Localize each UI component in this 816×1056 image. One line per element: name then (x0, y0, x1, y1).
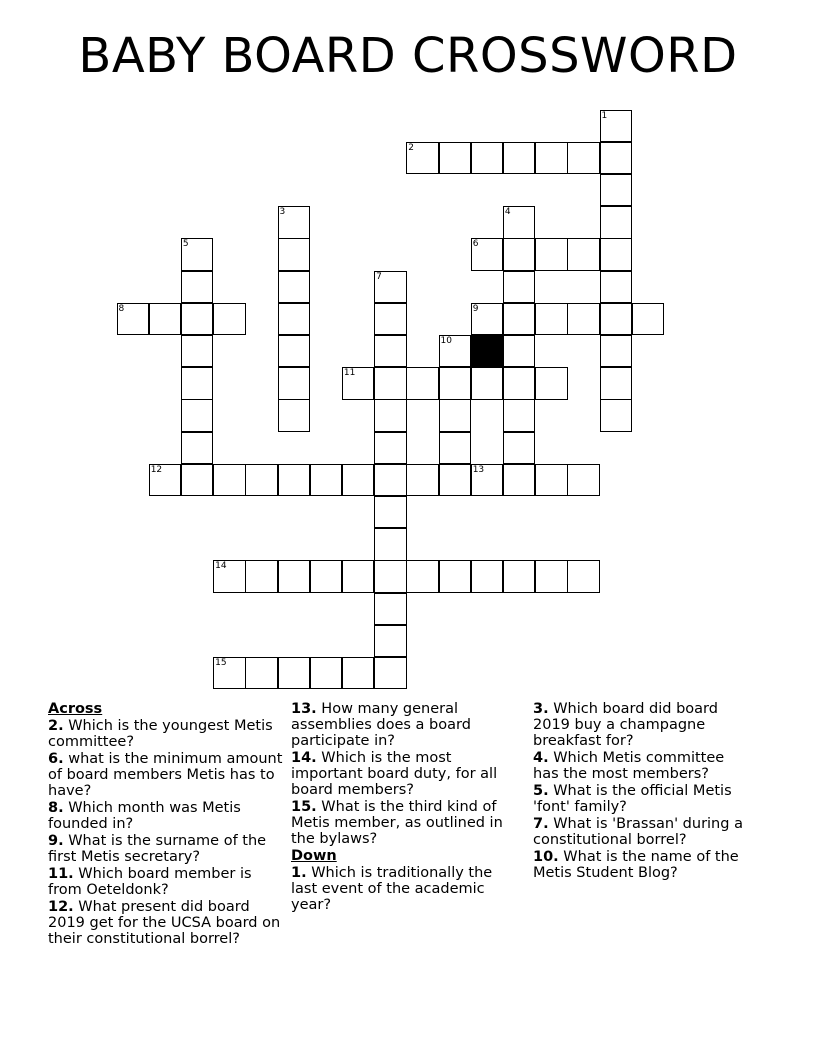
clue-number: 12 (150, 464, 163, 475)
clues-column-3 (533, 701, 753, 882)
crossword-cell[interactable] (213, 657, 246, 690)
crossword-cell[interactable] (503, 367, 536, 400)
crossword-cell[interactable] (439, 464, 472, 497)
crossword-cell[interactable] (600, 271, 633, 304)
clue-heading-across: Across (48, 701, 103, 717)
crossword-cell[interactable] (181, 464, 214, 497)
clue-text: What is the surname of the first Metis secretary? (48, 833, 267, 865)
crossword-cell[interactable] (567, 464, 600, 497)
clue-number: 3 (279, 207, 286, 218)
crossword-cell[interactable] (600, 399, 633, 432)
crossword-cell[interactable] (535, 560, 568, 593)
clue-number: 11 (343, 368, 356, 379)
clue (533, 750, 753, 782)
crossword-cell[interactable] (600, 142, 633, 175)
clue-number: 7. (533, 816, 549, 832)
clue-text: Which is traditionally the last event of the academic year? (291, 865, 493, 913)
clue (48, 751, 283, 799)
clue-number: 11. (48, 866, 74, 882)
crossword-cell[interactable] (503, 560, 536, 593)
crossword-cell[interactable] (278, 271, 311, 304)
crossword-cell[interactable] (503, 206, 536, 239)
crossword-cell[interactable] (600, 238, 633, 271)
crossword-cell[interactable] (374, 625, 407, 658)
clue-number: 10. (533, 849, 559, 865)
crossword-cell[interactable] (471, 142, 504, 175)
clue-number: 1. (291, 865, 307, 881)
clue (48, 833, 283, 865)
clue (48, 718, 283, 750)
crossword-cell[interactable] (471, 560, 504, 593)
crossword-cell[interactable] (567, 560, 600, 593)
clues-column-2 (291, 701, 511, 914)
crossword-cell[interactable] (406, 464, 439, 497)
crossword-cell[interactable] (439, 560, 472, 593)
clue-number: 8 (118, 303, 125, 314)
crossword-cell[interactable] (567, 142, 600, 175)
crossword-cell[interactable] (600, 174, 633, 207)
crossword-cell[interactable] (181, 335, 214, 368)
crossword-cell[interactable] (535, 303, 568, 336)
crossword-cell[interactable] (503, 432, 536, 465)
crossword-cell[interactable] (600, 110, 633, 143)
crossword-cell[interactable] (374, 464, 407, 497)
crossword-cell[interactable] (471, 464, 504, 497)
crossword-cell[interactable] (342, 560, 375, 593)
clue-number: 5. (533, 783, 549, 799)
crossword-cell[interactable] (278, 238, 311, 271)
crossword-cell[interactable] (342, 464, 375, 497)
crossword-cell[interactable] (117, 303, 150, 336)
clue-number: 7 (376, 271, 382, 282)
crossword-cell[interactable] (439, 335, 472, 368)
clues-column-1 (48, 701, 283, 948)
crossword-cell[interactable] (439, 432, 472, 465)
crossword-cell[interactable] (181, 432, 214, 465)
crossword-cell[interactable] (600, 367, 633, 400)
clue-text: What present did board 2019 get for the UCSA board on their constitutional borrel? (48, 899, 281, 947)
crossword-cell[interactable] (406, 142, 439, 175)
clue-number: 12. (48, 899, 74, 915)
crossword-cell[interactable] (567, 238, 600, 271)
crossword-cell[interactable] (600, 335, 633, 368)
crossword-cell[interactable] (600, 303, 633, 336)
crossword-cell[interactable] (213, 560, 246, 593)
crossword-cell[interactable] (503, 271, 536, 304)
crossword-cell[interactable] (310, 464, 343, 497)
crossword-cell[interactable] (278, 464, 311, 497)
crossword-cell[interactable] (181, 367, 214, 400)
crossword-cell[interactable] (181, 271, 214, 304)
crossword-cell[interactable] (503, 238, 536, 271)
clue-number: 15 (215, 657, 227, 668)
crossword-cell[interactable] (535, 367, 568, 400)
crossword-cell[interactable] (439, 367, 472, 400)
crossword-cell[interactable] (632, 303, 665, 336)
crossword-cell[interactable] (181, 303, 214, 336)
clue (291, 750, 511, 798)
crossword-cell[interactable] (278, 335, 311, 368)
crossword-cell[interactable] (374, 657, 407, 690)
clue (291, 701, 511, 749)
crossword-cell[interactable] (374, 303, 407, 336)
crossword-cell[interactable] (245, 464, 278, 497)
clue-number: 9. (48, 833, 64, 849)
crossword-cell[interactable] (245, 560, 278, 593)
crossword-cell[interactable] (439, 399, 472, 432)
crossword-cell[interactable] (213, 464, 246, 497)
clue-heading-down: Down (291, 848, 337, 864)
clue-number: 4. (533, 750, 549, 766)
crossword-cell[interactable] (374, 335, 407, 368)
crossword-cell[interactable] (503, 303, 536, 336)
clue-text: Which Metis committee has the most members? (533, 750, 725, 782)
crossword-cell[interactable] (310, 657, 343, 690)
clue-number: 13 (472, 464, 485, 475)
crossword-cell[interactable] (278, 560, 311, 593)
crossword-cell[interactable] (278, 657, 311, 690)
crossword-cell[interactable] (471, 367, 504, 400)
clue (291, 799, 511, 847)
clue-number: 9 (472, 303, 479, 314)
crossword-cell[interactable] (374, 399, 407, 432)
crossword-cell[interactable] (310, 560, 343, 593)
crossword-cell[interactable] (245, 657, 278, 690)
crossword-cell[interactable] (149, 464, 182, 497)
clue-text: How many general assemblies does a board participate in? (291, 701, 471, 749)
crossword-cell[interactable] (535, 142, 568, 175)
crossword-cell[interactable] (535, 464, 568, 497)
clue-number: 14 (215, 561, 227, 572)
clue-text: Which board did board 2019 buy a champagne breakfast for? (533, 701, 718, 749)
clue-text: What is the official Metis 'font' family? (533, 783, 732, 815)
crossword-cell[interactable] (503, 399, 536, 432)
clue-text: What is the third kind of Metis member, as outlined in the bylaws? (291, 799, 503, 847)
clue-number: 10 (440, 335, 452, 346)
crossword-cell[interactable] (278, 206, 311, 239)
crossword-cell[interactable] (374, 593, 407, 626)
crossword-cell[interactable] (503, 464, 536, 497)
crossword-cell[interactable] (374, 528, 407, 561)
crossword-cell[interactable] (503, 335, 536, 368)
clue-number: 2 (408, 142, 415, 153)
crossword-cell[interactable] (278, 367, 311, 400)
crossword-cell[interactable] (439, 142, 472, 175)
puzzle-title: BABY BOARD CROSSWORD (78, 28, 738, 84)
clue-text: Which is the most important board duty, for all board members? (291, 750, 498, 798)
crossword-cell[interactable] (342, 657, 375, 690)
clue (533, 849, 753, 881)
clue-number: 6 (472, 239, 479, 250)
crossword-cell[interactable] (503, 142, 536, 175)
clue-text: what is the minimum amount of board members Metis has to have? (48, 751, 283, 799)
clue-number: 15. (291, 799, 317, 815)
crossword-cell[interactable] (342, 367, 375, 400)
crossword-cell[interactable] (600, 206, 633, 239)
clue-text: Which is the youngest Metis committee? (48, 718, 273, 750)
crossword-cell[interactable] (181, 399, 214, 432)
crossword-cell[interactable] (374, 496, 407, 529)
crossword-cell[interactable] (374, 560, 407, 593)
crossword-cell[interactable] (471, 303, 504, 336)
crossword-cell[interactable] (471, 238, 504, 271)
crossword-cell[interactable] (181, 238, 214, 271)
clue-text: Which month was Metis founded in? (48, 800, 241, 832)
black-square (471, 335, 504, 368)
clue-text: What is 'Brassan' during a constitutional borrel? (533, 816, 743, 848)
clue-number: 13. (291, 701, 317, 717)
crossword-cell[interactable] (278, 399, 311, 432)
clue-number: 5 (182, 239, 189, 250)
clue-number: 14. (291, 750, 317, 766)
crossword-cell[interactable] (149, 303, 182, 336)
clue-number: 4 (504, 207, 511, 218)
crossword-cell[interactable] (406, 367, 439, 400)
clue (48, 899, 283, 947)
crossword-cell[interactable] (213, 303, 246, 336)
clue-number: 1 (601, 110, 608, 121)
crossword-cell[interactable] (374, 432, 407, 465)
clue-number: 6. (48, 751, 64, 767)
clue-number: 8. (48, 800, 64, 816)
clue (533, 701, 753, 749)
clue (533, 783, 753, 815)
crossword-cell[interactable] (374, 367, 407, 400)
crossword-cell[interactable] (535, 238, 568, 271)
clue-text: What is the name of the Metis Student Blog? (533, 849, 739, 881)
clue-number: 3. (533, 701, 549, 717)
clue (48, 800, 283, 832)
clue (533, 816, 753, 848)
clue-text: Which board member is from Oeteldonk? (48, 866, 252, 898)
crossword-cell[interactable] (374, 271, 407, 304)
crossword-cell[interactable] (567, 303, 600, 336)
clue (291, 865, 511, 913)
crossword-cell[interactable] (278, 303, 311, 336)
clue (48, 866, 283, 898)
clue-number: 2. (48, 718, 64, 734)
crossword-cell[interactable] (406, 560, 439, 593)
